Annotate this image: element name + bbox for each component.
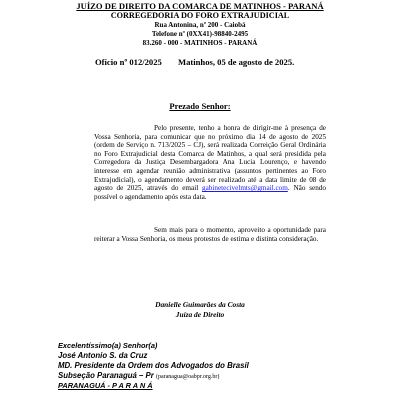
body-paragraph-1 <box>94 124 326 201</box>
addressee-salutation: Excelentíssimo(a) Senhor(a) <box>58 341 158 350</box>
addressee-city: PARANAGUÁ - P A R A N Á <box>58 381 153 390</box>
header-title: JUÍZO DE DIREITO DA COMARCA DE MATINHOS - PARANÁ <box>76 1 324 11</box>
date-place: Matinhos, 05 de agosto de 2025. <box>178 57 295 67</box>
signature-name: Danielle Guimarães da Costa <box>155 300 245 309</box>
email-link[interactable]: gabinetecivelmts@gmail.com <box>202 184 288 193</box>
header-subtitle: CORREGEDORIA DO FORO EXTRAJUDICIAL <box>110 11 290 20</box>
header-address: Rua Antonina, nº 200 - Caiobá <box>154 21 246 29</box>
signature-role: Juíza de Direito <box>175 310 225 319</box>
addressee-subsecao: Subseção Paranaguá – Pr <box>58 371 154 380</box>
addressee-email: (paranagua@oabpr.org.br) <box>155 374 220 380</box>
header-cep: 83.260 - 000 - MATINHOS - PARANÁ <box>142 39 258 47</box>
body-paragraph-2 <box>94 226 326 243</box>
addressee-subsecao-line <box>58 371 219 380</box>
body-text: . Não sendo possível o agendamento após esta data. <box>94 184 326 201</box>
addressee-name: José Antonio S. da Cruz <box>58 351 148 360</box>
addressee-role: MD. Presidente da Ordem dos Advogados do Brasil <box>58 361 249 370</box>
header-phone: Telefone nº (0XX41)-98840-2495 <box>151 30 249 38</box>
closing-text: Sem mais para o momento, aproveito a oportunidade para reiterar a Vossa Senhoria, os meus protestos de estima e distinta consideração. <box>94 226 326 243</box>
body-text: Pelo presente, tenho a honra de dirigir-me à presença de Vossa Senhoria, para comunicar que no próximo dia 14 de agosto de 2025 (ordem de Serviço n. 713/2025 – CJ), será realizada Correição Geral Ordinária no Foro Extrajudicial desta Comarca de Matinhos, a qual será presidida pela Corregedora da Justiça Desembargadora Ana Lucia Lourenço, e havendo interesse em agendar reunião administrativa (assuntos pertinentes ao Foro Extrajudicial), o agendamento deverá ser realizado até a data limite de 08 de agosto de 2025, através do email <box>94 124 326 193</box>
salutation: Prezado Senhor: <box>169 101 231 111</box>
oficio-number: Ofício nº 012/2025 <box>95 57 162 67</box>
